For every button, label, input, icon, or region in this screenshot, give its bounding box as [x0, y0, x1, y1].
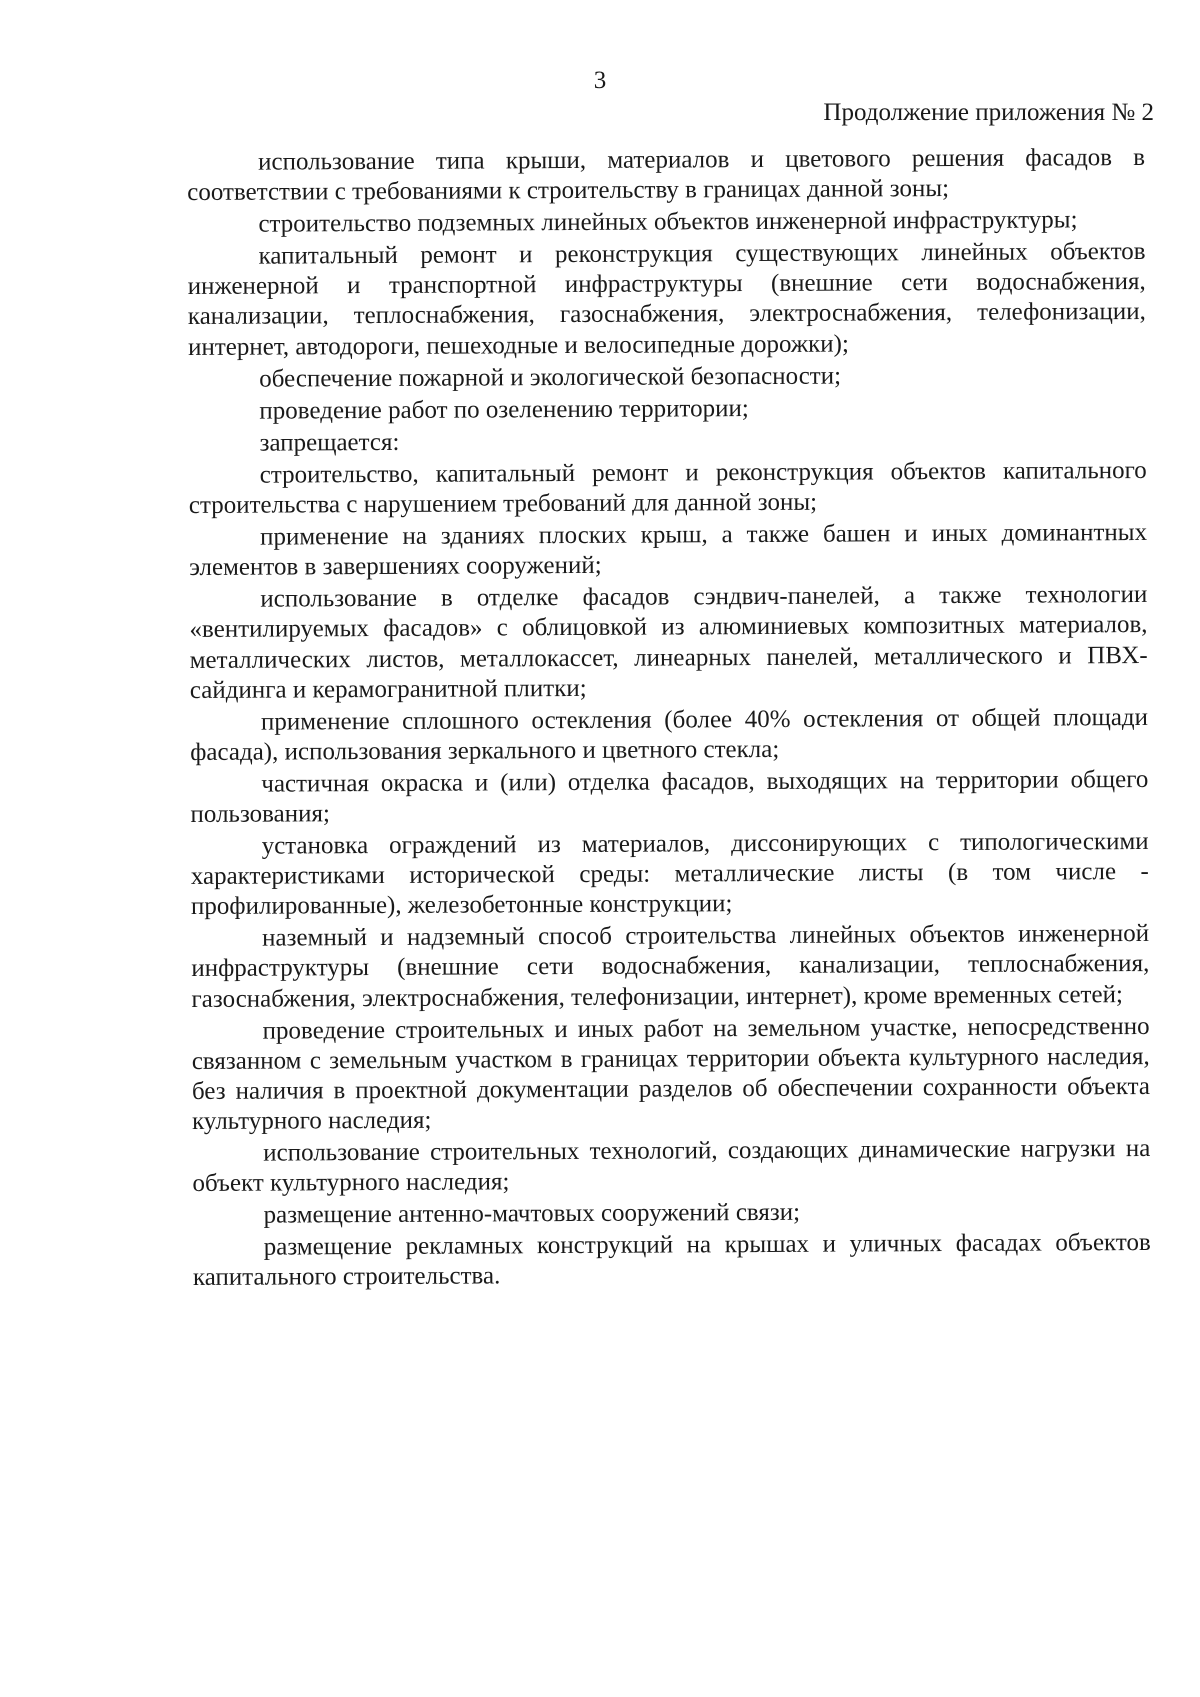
- paragraph: обеспечение пожарной и экологической безопасности;: [259, 362, 842, 393]
- paragraph: установка ограждений из материалов, диссонирующих с типологическими характеристиками исторической среды: металлические листы (в том числе - профилированные), железобетонные конструкции;: [190, 828, 1149, 921]
- paragraph: капитальный ремонт и реконструкция существующих линейных объектов инженерной и транспортной инфраструктуры (внешние сети водоснабжения, канализации, теплоснабжения, газоснабжения, электроснабжения, телефонизации, интернет, автодороги, пешеходные и велосипедные дорожки);: [187, 238, 1146, 361]
- paragraph: проведение работ по озеленению территории;: [259, 394, 749, 425]
- paragraph: применение сплошного остекления (более 40% остекления от общей площади фасада), использования зеркального и цветного стекла;: [190, 703, 1149, 766]
- paragraph: размещение рекламных конструкций на крышах и уличных фасадах объектов капитального строительства.: [192, 1229, 1151, 1292]
- paragraph: использование строительных технологий, создающих динамические нагрузки на объект культурного наследия;: [192, 1134, 1151, 1198]
- paragraph: применение на зданиях плоских крыш, а также башен и иных доминантных элементов в завершениях сооружений;: [189, 519, 1148, 582]
- paragraph: строительство, капитальный ремонт и реконструкция объектов капитального строительства с нарушением требований для данной зоны;: [188, 456, 1147, 520]
- page-number: 3: [593, 67, 607, 94]
- document-body: [187, 143, 1151, 1295]
- paragraph: наземный и надземный способ строительства линейных объектов инженерной инфраструктуры (внешние сети водоснабжения, канализации, теплоснабжения, газоснабжения, электроснабжения, телефонизации, интернет), кроме временных сетей;: [191, 920, 1150, 1013]
- paragraph: запрещается:: [259, 428, 400, 457]
- paragraph: использование типа крыши, материалов и цветового решения фасадов в соответствии с требованиями к строительству в границах данной зоны;: [187, 143, 1146, 207]
- paragraph: строительство подземных линейных объектов инженерной инфраструктуры;: [258, 206, 1078, 238]
- appendix-note: Продолжение приложения № 2: [823, 99, 1154, 126]
- paragraph: проведение строительных и иных работ на земельном участке, непосредственно связанном с земельным участком в границах территории объекта культурного наследия, без наличия в проектной документации разделов об обеспечении сохранности объекта культурного наследия;: [191, 1012, 1150, 1135]
- paragraph: размещение антенно-мачтовых сооружений связи;: [263, 1198, 801, 1229]
- paragraph: использование в отделке фасадов сэндвич-панелей, а также технологии «вентилируемых фасадов» с облицовкой из алюминиевых композитных материалов, металлических листов, металлокассет, линеарных панелей, металлического и ПВХ-сайдинга и керамогранитной плитки;: [189, 581, 1148, 704]
- paragraph: частичная окраска и (или) отделка фасадов, выходящих на территории общего пользования;: [190, 765, 1149, 828]
